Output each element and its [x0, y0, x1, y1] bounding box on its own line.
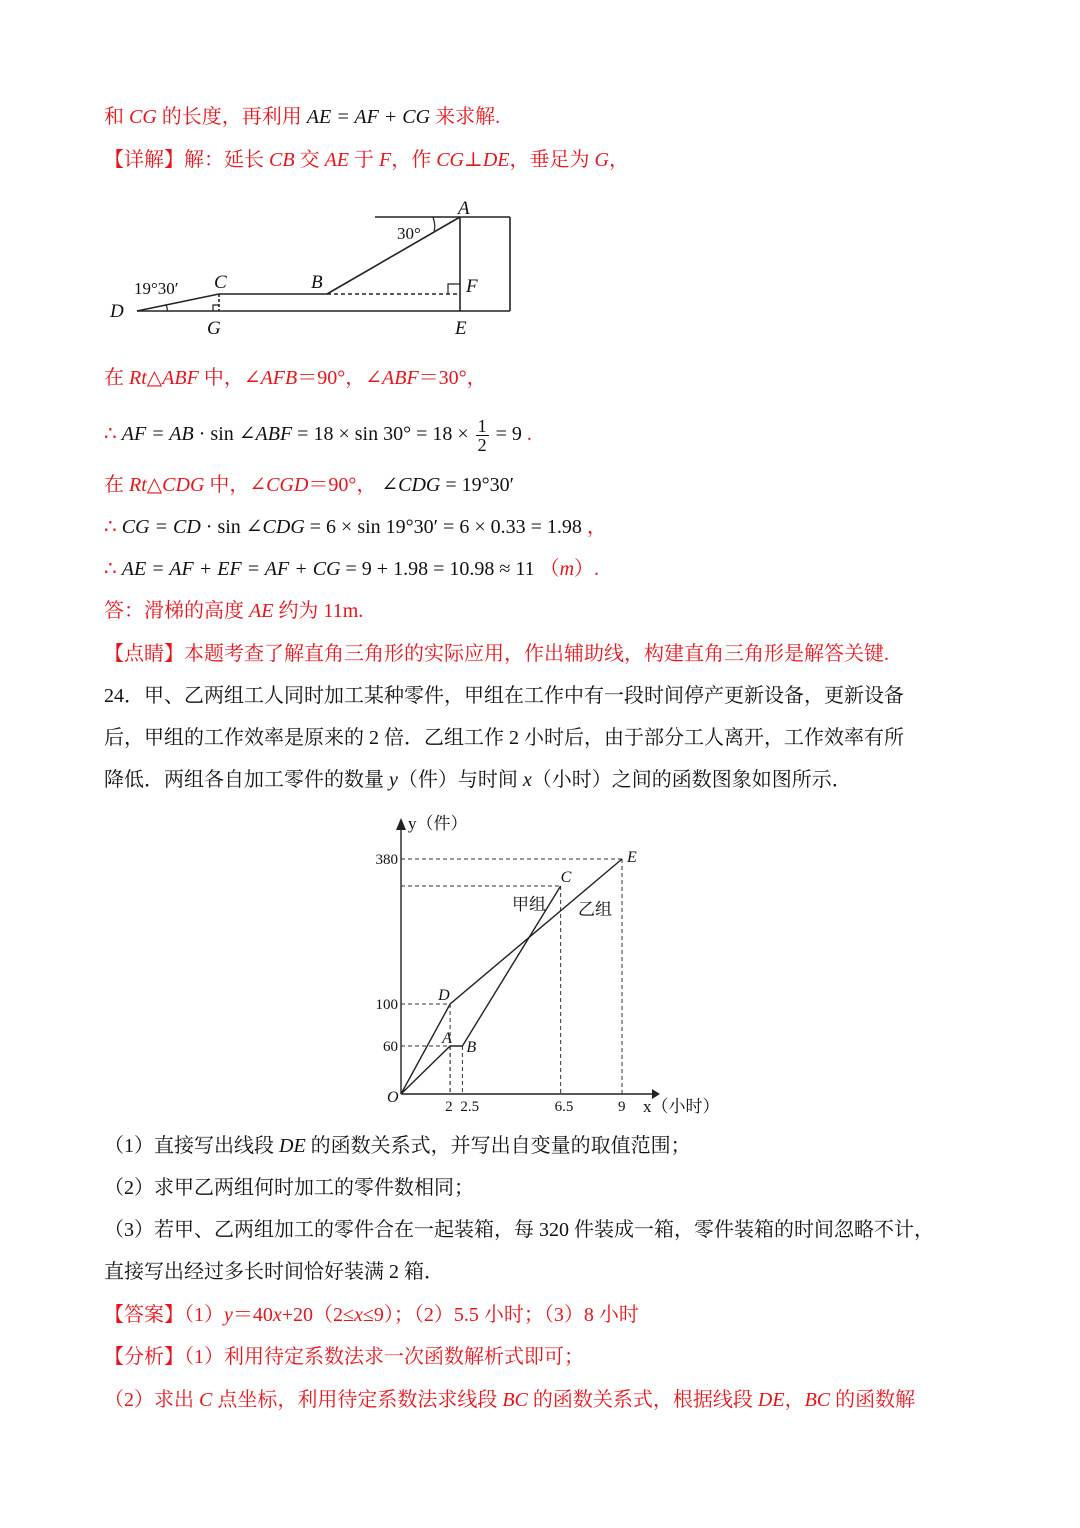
text-segment: = 9 + 1.98 = 10.98 ≈ 11: [340, 558, 540, 580]
text-segment: ，: [581, 516, 607, 538]
text-segment: （: [539, 558, 560, 580]
text-segment: 中，: [198, 367, 244, 389]
text-segment: ＝90°，: [297, 367, 366, 389]
text-segment: 的函数关系式，根据线段: [527, 1389, 758, 1411]
fraction-denominator: 2: [477, 435, 487, 455]
label-e: E: [455, 318, 467, 339]
text-segment: ，作: [391, 149, 437, 171]
text-segment: ⊥: [464, 149, 483, 171]
x-tick-label: 6.5: [554, 1099, 574, 1115]
text-segment: +20（2≤: [281, 1304, 355, 1326]
text-segment: y: [389, 769, 398, 791]
text-segment: AE: [249, 600, 274, 622]
text-segment: CG: [436, 149, 465, 171]
text-segment: ，: [608, 149, 629, 171]
fraction-numerator: 1: [477, 416, 487, 436]
text-segment: AE = AF + EF = AF + CG: [121, 558, 341, 580]
y-tick-label: 380: [375, 852, 398, 868]
text-segment: AF = AB: [121, 423, 194, 446]
text-segment: （1）直接写出线段: [104, 1135, 279, 1157]
x-tick-label: 2.5: [460, 1099, 480, 1115]
label-c: C: [214, 272, 227, 293]
text-segment: 直接写出经过多长时间恰好装满 2 箱．: [104, 1261, 444, 1283]
text-segment: CG: [129, 106, 157, 128]
text-segment: ∠CGD: [249, 474, 309, 496]
text-segment: 在: [104, 474, 129, 496]
text-segment: ∴: [104, 516, 122, 538]
text-segment: 和: [104, 106, 129, 128]
text-segment: C: [199, 1389, 213, 1411]
text-segment: AE = AF + CG: [306, 106, 431, 128]
point-label-E: E: [627, 849, 637, 866]
point-label-A: A: [442, 1030, 452, 1047]
text-segment: = 6 × sin 19°30′ = 6 × 0.33 = 1.98: [304, 516, 582, 538]
text-segment: ∠AFB: [243, 367, 298, 389]
y-tick-label: 100: [375, 997, 398, 1013]
text-segment: ABF: [162, 367, 199, 389]
series-label-jia: 甲组: [512, 895, 546, 914]
text-segment: AE: [324, 149, 349, 171]
text-segment: G: [594, 149, 609, 171]
text-segment: CB: [269, 149, 295, 171]
text-segment: DE: [279, 1135, 306, 1157]
text-segment: ＝40: [232, 1304, 273, 1326]
text-segment: 【点睛】本题考查了解直角三角形的实际应用，作出辅助线，构建直角三角形是解答关键.: [104, 643, 889, 665]
text-segment: 来求解.: [430, 106, 501, 128]
text-segment: ，垂足为: [509, 149, 595, 171]
x-tick-label: 2: [445, 1099, 453, 1115]
text-segment: x: [522, 769, 532, 791]
text-segment: y: [224, 1304, 233, 1326]
point-label-C: C: [560, 869, 572, 886]
text-segment: ∠ABF: [238, 423, 293, 446]
text-segment: （2）求甲乙两组何时加工的零件数相同；: [104, 1177, 474, 1199]
text-segment: = 19°30′: [440, 474, 515, 496]
label-b: B: [311, 272, 323, 293]
text-segment: DE: [482, 149, 510, 171]
text-segment: DE: [757, 1389, 785, 1411]
text-segment: BC: [804, 1389, 831, 1411]
text-segment: ＝90°，: [308, 474, 382, 496]
text-segment: △: [146, 367, 163, 389]
text-segment: 于: [349, 149, 379, 171]
text-segment: 【答案】（1）: [104, 1304, 224, 1326]
text-segment: ∠CDG: [245, 516, 305, 538]
text-segment: F: [379, 149, 392, 171]
text-segment: ∠CDG: [381, 474, 441, 496]
text-segment: ∴: [104, 558, 122, 580]
y-axis-label: y（件）: [408, 814, 468, 833]
text-segment: ＝30°，: [418, 367, 487, 389]
text-segment: Rt: [129, 474, 147, 496]
text-segment: 在: [104, 367, 129, 389]
text-segment: · sin: [193, 423, 239, 446]
text-segment: 的函数关系式，并写出自变量的取值范围；: [305, 1135, 691, 1157]
text-segment: ≤9）；（2）5.5 小时；（3）8 小时: [362, 1304, 639, 1326]
text-segment: △: [146, 474, 163, 496]
text-segment: 降低．两组各自加工零件的数量: [104, 769, 389, 791]
text-segment: （小时）之间的函数图象如图所示．: [531, 769, 852, 791]
text-segment: 答：滑梯的高度: [104, 600, 249, 622]
x-axis-label: x（小时）: [643, 1097, 720, 1116]
text-segment: m: [559, 558, 575, 580]
text-segment: 【分析】（1）利用待定系数法求一次函数解析式即可；: [104, 1346, 584, 1368]
text-segment: CDG: [162, 474, 205, 496]
point-label-D: D: [438, 987, 450, 1004]
label-f: F: [466, 276, 478, 297]
text-segment: · sin: [200, 516, 246, 538]
text-segment: Rt: [129, 367, 147, 389]
period: .: [521, 423, 532, 446]
text-segment: ，: [784, 1389, 805, 1411]
x-tick-label: 9: [618, 1099, 626, 1115]
point-label-O: O: [387, 1089, 399, 1106]
point-label-B: B: [466, 1039, 477, 1056]
text-segment: 24．甲、乙两组工人同时加工某种零件，甲组在工作中有一段时间停产更新设备，更新设备: [104, 685, 904, 707]
label-a: A: [458, 198, 470, 219]
text-segment: x: [272, 1304, 282, 1326]
y-tick-label: 60: [383, 1039, 398, 1055]
text-segment: （3）若甲、乙两组加工的零件合在一起装箱，每 320 件装成一箱，零件装箱的时间忽略不计，: [104, 1219, 934, 1241]
text-segment: 的长度，再利用: [156, 106, 307, 128]
text-segment: （2）求出: [104, 1389, 199, 1411]
text-segment: 约为 11m.: [273, 600, 364, 622]
text-segment: 的函数解: [830, 1389, 916, 1411]
text-segment: 中，: [204, 474, 250, 496]
text-segment: 点坐标，利用待定系数法求线段: [212, 1389, 503, 1411]
text-segment: CG = CD: [121, 516, 201, 538]
text-segment: ∠ABF: [365, 367, 419, 389]
series-line-jia: [401, 886, 561, 1094]
text-segment: BC: [502, 1389, 528, 1411]
label-d: D: [110, 301, 124, 322]
text-segment: ）.: [574, 558, 600, 580]
angle-label-d: 19°30′: [134, 279, 179, 298]
label-g: G: [207, 318, 221, 339]
text-segment: ∴: [104, 423, 122, 446]
y-axis-arrow: [396, 818, 406, 830]
text-segment: 后，甲组的工作效率是原来的 2 倍．乙组工作 2 小时后，由于部分工人离开，工作效率有所: [104, 727, 904, 749]
fraction-result: = 9: [490, 423, 522, 446]
angle-label-a: 30°: [397, 224, 421, 243]
series-label-yi: 乙组: [578, 900, 612, 919]
text-segment: 【详解】解：延长: [104, 149, 269, 171]
text-segment: = 18 × sin 30° = 18 ×: [292, 423, 474, 446]
text-segment: x: [354, 1304, 363, 1326]
text-segment: （件）与时间: [397, 769, 523, 791]
text-segment: 交: [294, 149, 325, 171]
